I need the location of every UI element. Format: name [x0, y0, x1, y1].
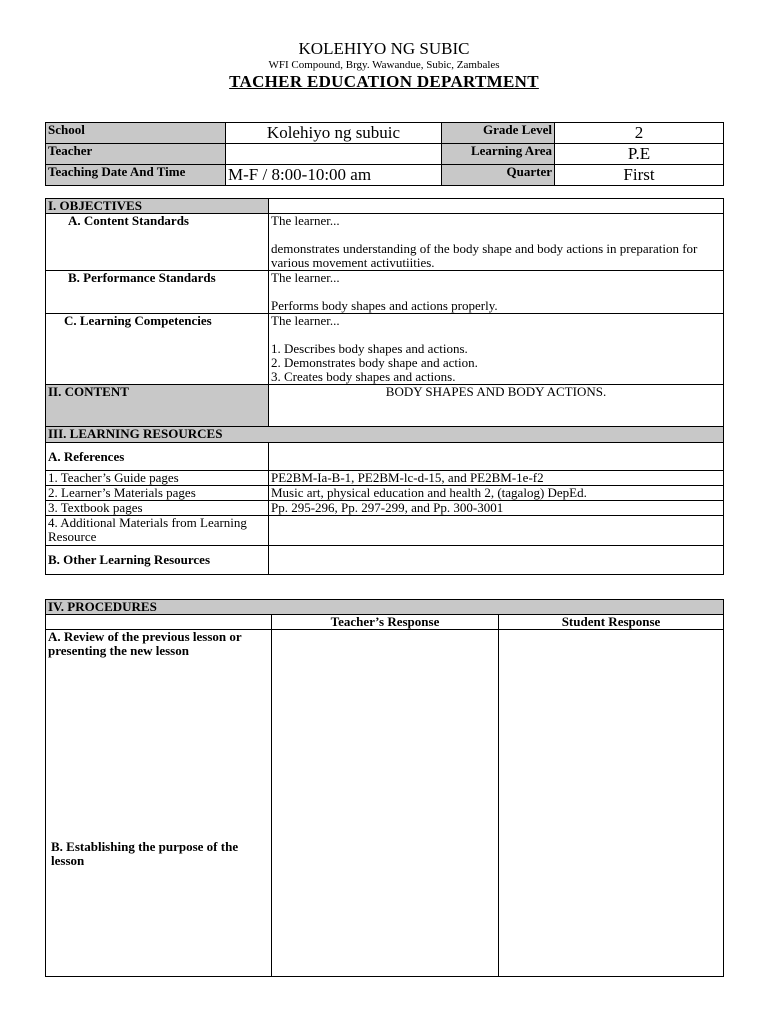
references-label: A. References	[46, 443, 269, 471]
references-blank	[269, 443, 724, 471]
procedures-table	[45, 599, 724, 977]
resource-value	[269, 516, 724, 546]
procedures-heading: IV. PROCEDURES	[46, 600, 724, 615]
objectives-table	[45, 198, 724, 575]
student-response-cell	[499, 630, 724, 977]
resources-heading: III. LEARNING RESOURCES	[46, 427, 724, 443]
college-name: KOLEHIYO NG SUBIC	[298, 39, 470, 58]
performance-standards-text: Performs body shapes and actions properly.	[271, 298, 498, 313]
procedure-step-a: A. Review of the previous lesson or presenting the new lesson	[48, 629, 242, 658]
content-value: BODY SHAPES AND BODY ACTIONS.	[269, 385, 724, 427]
learning-competencies-cell	[269, 314, 724, 385]
performance-standards-cell	[269, 271, 724, 314]
competency-item: 2. Demonstrates body shape and action.	[271, 355, 478, 370]
resource-value: Music art, physical education and health 2, (tagalog) DepEd.	[269, 486, 724, 501]
teacher-label: Teacher	[46, 144, 226, 165]
objectives-heading-blank	[269, 199, 724, 214]
competency-item: 3. Creates body shapes and actions.	[271, 369, 456, 384]
info-table	[45, 122, 724, 186]
quarter-label: Quarter	[442, 165, 555, 186]
teacher-response-cell	[272, 630, 499, 977]
other-resources-value	[269, 546, 724, 575]
resource-label: 3. Textbook pages	[46, 501, 269, 516]
resource-value: PE2BM-Ia-B-1, PE2BM-lc-d-15, and PE2BM-1e-f2	[269, 471, 724, 486]
grade-value: 2	[555, 123, 724, 144]
performance-standards-intro: The learner...	[271, 270, 340, 285]
college-address: WFI Compound, Brgy. Wawandue, Subic, Zambales	[268, 59, 500, 71]
other-resources-label: B. Other Learning Resources	[46, 546, 269, 575]
procedure-steps-cell	[46, 630, 272, 977]
school-value: Kolehiyo ng subuic	[226, 123, 442, 144]
department-title: TACHER EDUCATION DEPARTMENT	[229, 72, 539, 91]
date-label: Teaching Date And Time	[46, 165, 226, 186]
content-standards-intro: The learner...	[271, 213, 340, 228]
content-standards-label: A. Content Standards	[46, 214, 269, 271]
resource-label: 1. Teacher’s Guide pages	[46, 471, 269, 486]
content-standards-cell	[269, 214, 724, 271]
procedure-step-b: B. Establishing the purpose of the lesson	[51, 839, 239, 868]
resource-value: Pp. 295-296, Pp. 297-299, and Pp. 300-3001	[269, 501, 724, 516]
resource-label: 4. Additional Materials from Learning Resource	[46, 516, 269, 546]
resource-label: 2. Learner’s Materials pages	[46, 486, 269, 501]
grade-label: Grade Level	[442, 123, 555, 144]
content-heading: II. CONTENT	[46, 385, 269, 427]
content-standards-text: demonstrates understanding of the body shape and body actions in preparation for various movement activutiities.	[271, 241, 698, 270]
student-response-header: Student Response	[499, 615, 724, 630]
date-value: M-F / 8:00-10:00 am	[226, 165, 442, 186]
competency-item: 1. Describes body shapes and actions.	[271, 341, 468, 356]
area-value: P.E	[555, 144, 724, 165]
teacher-response-header: Teacher’s Response	[272, 615, 499, 630]
objectives-heading: I. OBJECTIVES	[46, 199, 269, 214]
learning-competencies-label: C. Learning Competencies	[46, 314, 269, 385]
procedures-corner	[46, 615, 272, 630]
quarter-value: First	[555, 165, 724, 186]
area-label: Learning Area	[442, 144, 555, 165]
school-label: School	[46, 123, 226, 144]
performance-standards-label: B. Performance Standards	[46, 271, 269, 314]
learning-competencies-intro: The learner...	[271, 313, 340, 328]
teacher-value	[226, 144, 442, 165]
